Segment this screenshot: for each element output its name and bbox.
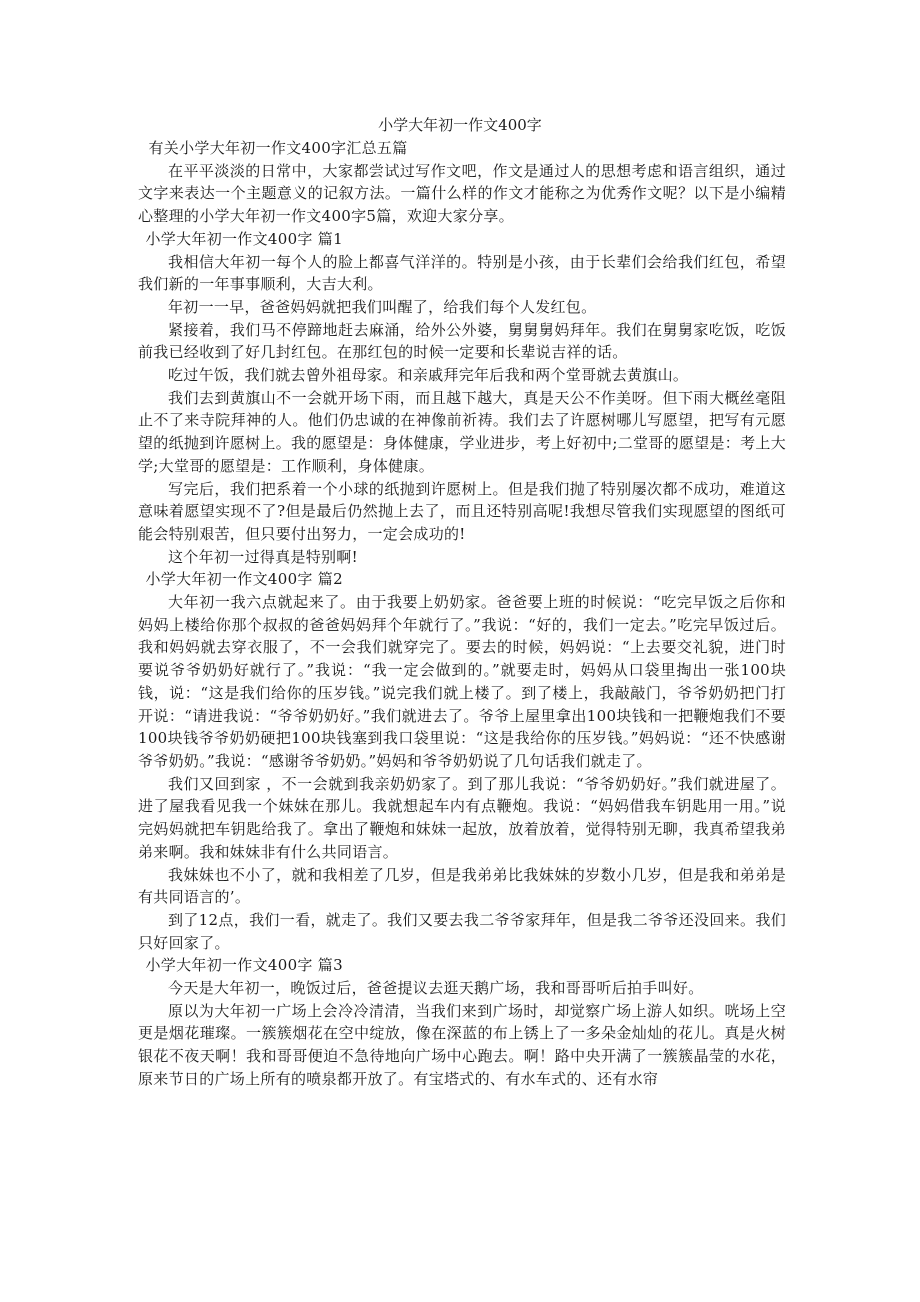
paragraph: 今天是大年初一，晚饭过后，爸爸提议去逛天鹅广场，我和哥哥听后拍手叫好。 — [168, 979, 704, 998]
section-heading-3: 小学大年初一作文400字 篇3 — [145, 956, 343, 975]
paragraph: 原以为大年初一广场上会冷冷清清，当我们来到广场时，却觉察广场上游人如织。咣场上空更是烟花璀璨。一簇簇烟花在空中绽放，像在深蓝的布上锈上了一多朵金灿灿的花儿。真是火树银花不夜天啊！我和哥哥便迫不急待地向广场中心跑去。啊！路中央开满了一簇簇晶莹的水花，原来节日的广场上所有的喷泉都开放了。有宝塔式的、有水车式的、还有水帘 — [138, 1001, 786, 1088]
paragraph: 我相信大年初一每个人的脸上都喜气洋洋的。特别是小孩，由于长辈们会给我们红包，希望我们新的一年事事顺利，大吉大利。 — [138, 252, 786, 294]
document-body — [138, 137, 786, 1091]
document-subtitle: 有关小学大年初一作文400字汇总五篇 — [148, 139, 408, 157]
section-heading-1: 小学大年初一作文400字 篇1 — [145, 229, 343, 248]
paragraph: 吃过午饭，我们就去曾外祖母家。和亲戚拜完年后我和两个堂哥就去黄旗山。 — [168, 366, 689, 385]
paragraph: 我妹妹也不小了，就和我相差了几岁，但是我弟弟比我妹妹的岁数小几岁，但是我和弟弟是有共同语言的’。 — [138, 865, 786, 907]
paragraph: 到了12点，我们一看，就走了。我们又要去我二爷爷家拜年，但是我二爷爷还没回来。我们只好回家了。 — [138, 910, 786, 952]
paragraph: 紧接着，我们马不停蹄地赶去麻涌，给外公外婆，舅舅舅妈拜年。我们在舅舅家吃饭，吃饭前我已经收到了好几封红包。在那红包的时候一定要和长辈说吉祥的话。 — [138, 320, 786, 362]
document-title: 小学大年初一作文400字 — [378, 116, 542, 134]
paragraph: 年初一一早，爸爸妈妈就把我们叫醒了，给我们每个人发红包。 — [168, 297, 597, 316]
intro-paragraph: 在平平淡淡的日常中，大家都尝试过写作文吧，作文是通过人的思想考虑和语言组织，通过文字来表达一个主题意义的记叙方法。一篇什么样的作文才能称之为优秀作文呢？以下是小编精心整理的小学大年初一作文400字5篇，欢迎大家分享。 — [138, 161, 786, 226]
paragraph: 写完后，我们把系着一个小球的纸抛到许愿树上。但是我们抛了特别屡次都不成功，难道这意味着愿望实现不了?但是最后仍然抛上去了，而且还特别高呢!我想尽管我们实现愿望的图纸可能会特别艰苦，但只要付出努力，一定会成功的! — [138, 479, 786, 543]
paragraph: 我们又回到家 ，不一会就到我亲奶奶家了。到了那儿我说：“爷爷奶奶好。”我们就进屋了。进了屋我看见我一个妹妹在那儿。我就想起车内有点鞭炮。我说：“妈妈借我车钥匙用一用。”说完妈妈就把车钥匙给我了。拿出了鞭炮和妹妹一起放，放着放着，觉得特别无聊，我真希望我弟弟来啊。我和妹妹非有什么共同语言。 — [138, 774, 786, 861]
section-heading-2: 小学大年初一作文400字 篇2 — [145, 570, 343, 589]
paragraph: 我们去到黄旗山不一会就开场下雨，而且越下越大，真是天公不作美呀。但下雨大概丝毫阻止不了来寺院拜神的人。他们仍忠诚的在神像前祈祷。我们去了许愿树哪儿写愿望，把写有元愿望的纸抛到许愿树上。我的愿望是：身体健康，学业进步，考上好初中;二堂哥的愿望是：考上大学;大堂哥的愿望是：工作顺利，身体健康。 — [138, 388, 786, 475]
paragraph: 这个年初一过得真是特别啊! — [168, 547, 358, 566]
paragraph: 大年初一我六点就起来了。由于我要上奶奶家。爸爸要上班的时候说：“吃完早饭之后你和妈妈上楼给你那个叔叔的爸爸妈妈拜个年就行了。”我说：“好的，我们一定去。”吃完早饭过后。我和妈妈就去穿衣服了，不一会我们就穿完了。要去的时候，妈妈说：“上去要交礼貌，进门时要说爷爷奶奶好就行了。”我说：“我一定会做到的。”就要走时，妈妈从口袋里掏出一张100块钱，说：“这是我们给你的压岁钱。”说完我们就上楼了。到了楼上，我敲敲门，爷爷奶奶把门打开说：“请进我说：“爷爷奶奶好。”我们就进去了。爷爷上屋里拿出100块钱和一把鞭炮我们不要100块钱爷爷奶奶硬把100块钱塞到我口袋里说：“这是我给你的压岁钱。”妈妈说：“还不快感谢爷爷奶奶。”我说：“感谢爷爷奶奶。”妈妈和爷爷奶奶说了几句话我们就走了。 — [138, 593, 786, 770]
